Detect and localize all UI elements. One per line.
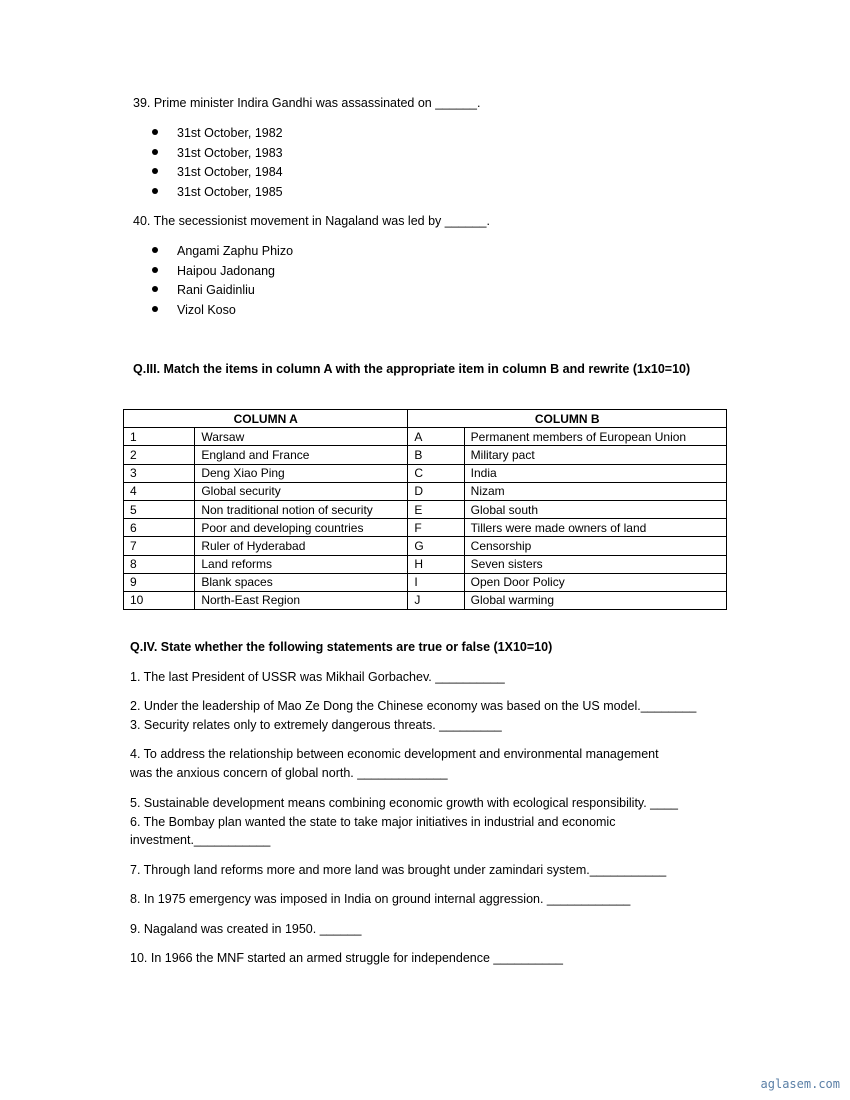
column-a-item: England and France [195,446,408,464]
table-header-row [124,410,727,428]
column-a-item: Global security [195,482,408,500]
statement-10: 10. In 1966 the MNF started an armed struggle for independence __________ [130,951,563,965]
option-item [152,147,283,167]
row-number: 1 [124,428,195,446]
column-a-item: Poor and developing countries [195,519,408,537]
option-text: Rani Gaidinliu [177,283,255,298]
option-item [152,265,293,285]
option-text: Vizol Koso [177,303,236,318]
option-text: 31st October, 1984 [177,165,283,180]
statement-8: 8. In 1975 emergency was imposed in India on ground internal aggression. ____________ [130,892,631,906]
row-letter: H [408,555,464,573]
row-number: 9 [124,573,195,591]
column-b-item: Permanent members of European Union [464,428,726,446]
option-item [152,186,283,206]
table-row [124,464,727,482]
column-b-item: Open Door Policy [464,573,726,591]
bullet-icon [152,267,158,273]
match-table [123,409,727,610]
row-letter: C [408,464,464,482]
table-row [124,537,727,555]
option-text: 31st October, 1985 [177,185,283,200]
question-39-options [152,127,283,206]
option-item [152,284,293,304]
option-text: Haipou Jadonang [177,263,275,278]
bullet-icon [152,306,158,312]
option-text: Angami Zaphu Phizo [177,244,294,258]
statement-4-line-1: 4. To address the relationship between economic development and environmental management [130,747,659,761]
column-a-item: Blank spaces [195,573,408,591]
column-b-item: Tillers were made owners of land [464,519,726,537]
statement-6-line-1: 6. The Bombay plan wanted the state to take major initiatives in industrial and economic [130,815,616,829]
question-40: 40. The secessionist movement in Nagaland was led by ______. [133,214,490,228]
row-number: 10 [124,591,195,609]
row-letter: D [408,482,464,500]
statement-3: 3. Security relates only to extremely dangerous threats. _________ [130,718,502,732]
question-39: 39. Prime minister Indira Gandhi was assassinated on ______. [133,96,481,110]
section-3-heading: Q.III. Match the items in column A with the appropriate item in column B and rewrite (1x10=10) [133,362,691,376]
table-row [124,591,727,609]
row-number: 6 [124,519,195,537]
option-item [152,245,293,265]
table-row [124,519,727,537]
row-number: 3 [124,464,195,482]
row-number: 8 [124,555,195,573]
table-row [124,573,727,591]
row-letter: J [408,591,464,609]
table-row [124,500,727,518]
column-b-item: Military pact [464,446,726,464]
watermark-link[interactable]: aglasem.com [760,1077,840,1091]
column-b-item: Censorship [464,537,726,555]
option-text: 31st October, 1983 [177,145,283,160]
row-letter: F [408,519,464,537]
bullet-icon [152,168,158,174]
column-b-item: India [464,464,726,482]
bullet-icon [152,149,158,155]
option-item [152,127,283,147]
statement-5: 5. Sustainable development means combining economic growth with ecological responsibility. ____ [130,796,678,810]
bullet-icon [152,188,158,194]
row-letter: G [408,537,464,555]
row-number: 4 [124,482,195,500]
row-number: 2 [124,446,195,464]
row-letter: A [408,428,464,446]
statement-9: 9. Nagaland was created in 1950. ______ [130,922,362,936]
column-b-item: Nizam [464,482,726,500]
row-number: 7 [124,537,195,555]
table-row [124,446,727,464]
option-item [152,304,293,324]
column-a-item: North-East Region [195,591,408,609]
column-a-item: Land reforms [195,555,408,573]
statement-4-line-2: was the anxious concern of global north. _____________ [130,766,448,780]
row-letter: B [408,446,464,464]
section-4-heading: Q.IV. State whether the following statements are true or false (1X10=10) [130,640,553,654]
column-b-item: Seven sisters [464,555,726,573]
statement-2: 2. Under the leadership of Mao Ze Dong the Chinese economy was based on the US model.________ [130,699,697,713]
column-a-header: COLUMN A [124,410,408,428]
option-text: 31st October, 1982 [177,126,283,140]
row-number: 5 [124,500,195,518]
row-letter: E [408,500,464,518]
column-a-item: Non traditional notion of security [195,500,408,518]
column-b-item: Global warming [464,591,726,609]
table-row [124,555,727,573]
statement-7: 7. Through land reforms more and more land was brought under zamindari system.___________ [130,863,667,877]
bullet-icon [152,286,158,292]
column-b-item: Global south [464,500,726,518]
option-item [152,166,283,186]
bullet-icon [152,247,158,253]
question-40-options [152,245,293,324]
column-b-header: COLUMN B [408,410,727,428]
column-a-item: Deng Xiao Ping [195,464,408,482]
bullet-icon [152,129,158,135]
column-a-item: Ruler of Hyderabad [195,537,408,555]
table-row [124,428,727,446]
statement-6-line-2: investment.___________ [130,833,271,847]
statement-1: 1. The last President of USSR was Mikhail Gorbachev. __________ [130,670,505,684]
row-letter: I [408,573,464,591]
table-row [124,482,727,500]
column-a-item: Warsaw [195,428,408,446]
